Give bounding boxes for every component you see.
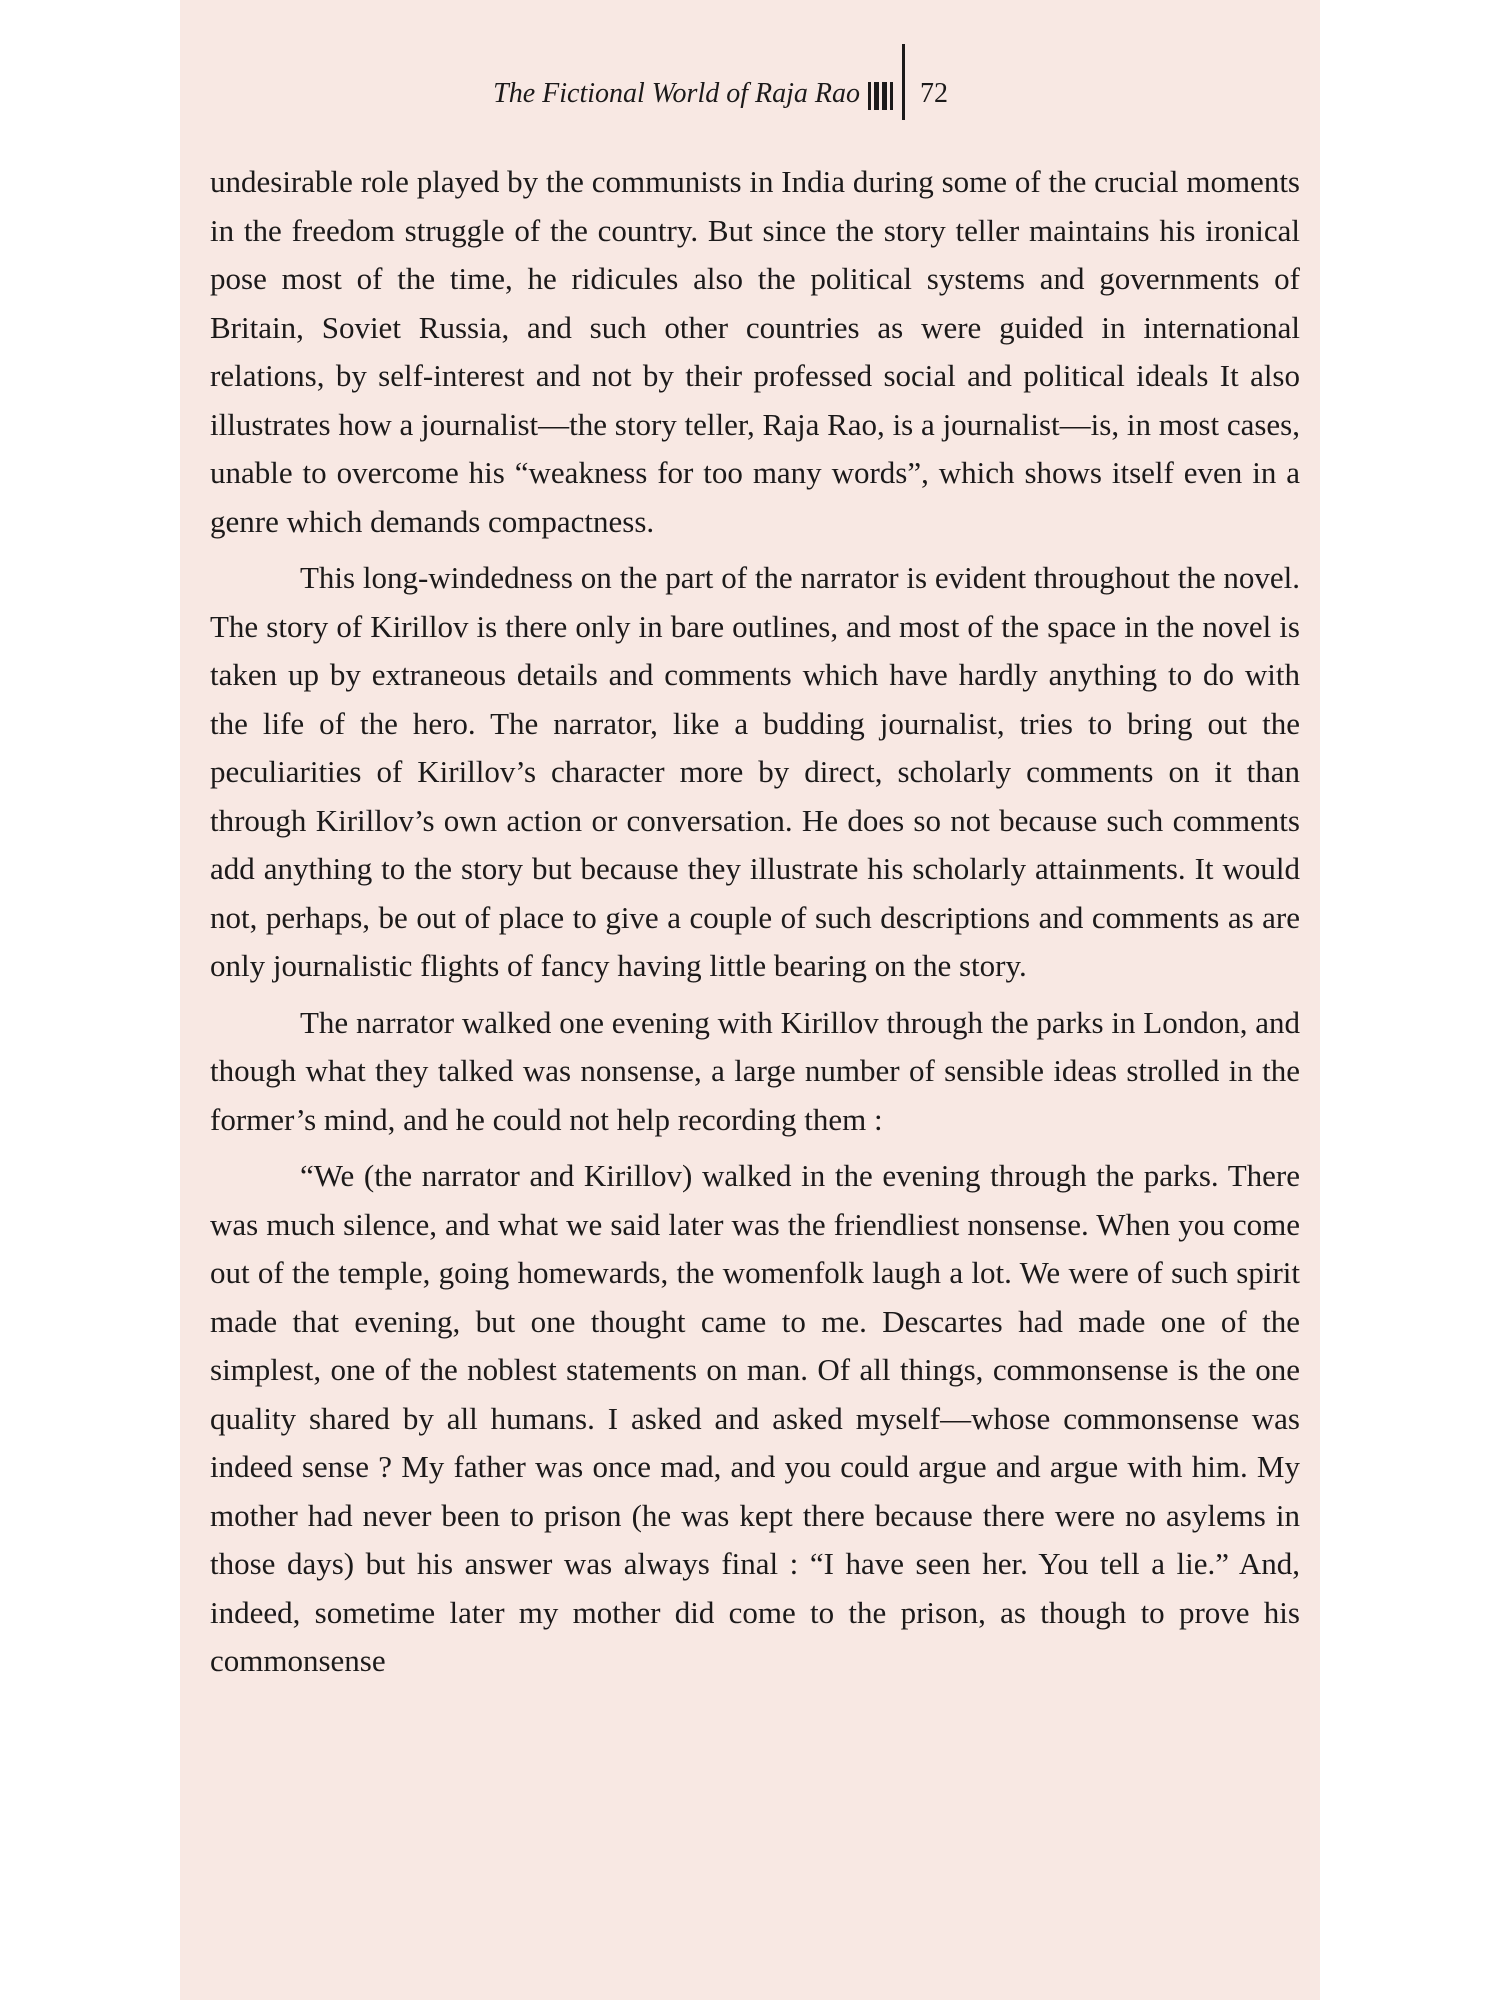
paragraph-4-quotation: “We (the narrator and Kirillov) walked in the evening through the parks. There was much silence, and what we said later was the friendliest nonsense. When you come out of the temple, going homewards, the womenfolk laugh a lot. We were of such spirit made that evening, but one thought came to me. Descartes had made one of the simplest, one of the noblest statements on man. Of all things, commonsense is the one quality shared by all humans. I asked and asked myself—whose commonsense was indeed sense ? My father was once mad, and you could argue and argue with him. My mother had never been to prison (he was kept there because there were no asylems in those days) but his answer was always final : “I have seen her. You tell a lie.” And, indeed, sometime later my mother did come to the prison, as though to prove his commonsense — [210, 1158, 1300, 1678]
page-body — [210, 158, 1300, 1686]
paragraph-3: The narrator walked one evening with Kirillov through the parks in London, and though what they talked was nonsense, a large number of sensible ideas strolled in the former’s mind, and he could not help recording them : — [210, 1004, 1300, 1137]
paragraph-1: undesirable role played by the communists in India during some of the crucial moments in the freedom struggle of the country. But since the story teller maintains his ironical pose most of the time, he ridicules also the political systems and governments of Britain, Soviet Russia, and such other countries as were guided in international relations, by self-interest and not by their professed social and political ideals It also illustrates how a journalist—the story teller, Raja Rao, is a journalist—is, in most cases, unable to overcome his “weakness for too many words”, which shows itself even in a genre which demands compactness. — [210, 164, 1300, 539]
book-page — [180, 0, 1320, 2000]
page-number: 72 — [920, 78, 948, 109]
header-ornament-bars — [868, 82, 894, 110]
running-header — [180, 60, 1320, 130]
header-vertical-rule — [902, 44, 905, 120]
running-title: The Fictional World of Raja Rao — [493, 78, 860, 109]
paragraph-2: This long-windedness on the part of the narrator is evident throughout the novel. The story of Kirillov is there only in bare outlines, and most of the space in the novel is taken up by extraneous details and comments which have hardly anything to do with the life of the hero. The narrator, like a budding journalist, tries to bring out the peculiarities of Kirillov’s character more by direct, scholarly comments on it than through Kirillov’s own action or conversation. He does so not because such comments add anything to the story but because they illustrate his scholarly attainments. It would not, perhaps, be out of place to give a couple of such descriptions and comments as are only journalistic flights of fancy having little bearing on the story. — [210, 560, 1300, 983]
